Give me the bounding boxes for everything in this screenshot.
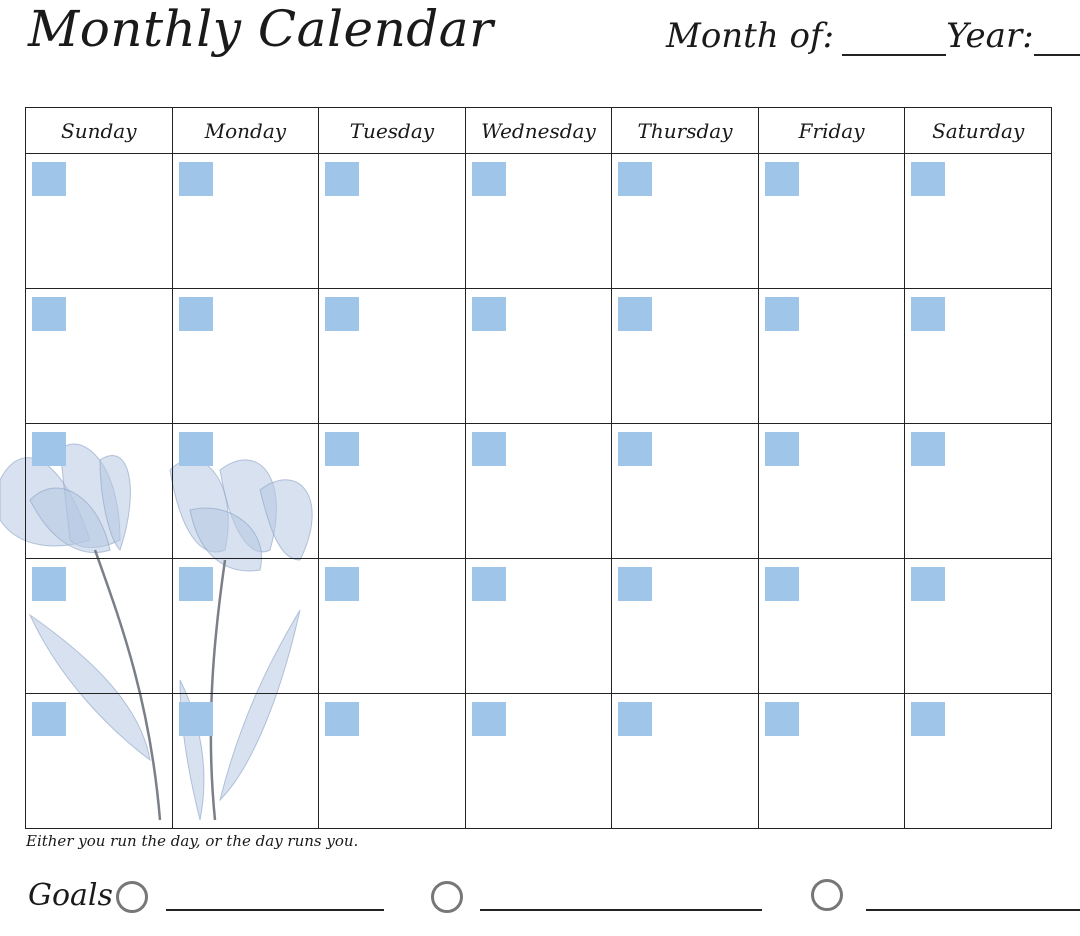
date-number-box[interactable] — [325, 567, 359, 601]
day-cell[interactable] — [26, 559, 173, 694]
week-row — [26, 424, 1052, 559]
day-cell[interactable] — [612, 289, 759, 424]
date-number-box[interactable] — [765, 702, 799, 736]
month-year-fields — [666, 16, 1080, 56]
date-number-box[interactable] — [911, 162, 945, 196]
day-cell[interactable] — [758, 154, 905, 289]
goal-3-line[interactable] — [866, 909, 1080, 911]
date-number-box[interactable] — [618, 162, 652, 196]
day-cell[interactable] — [465, 289, 612, 424]
day-cell[interactable] — [26, 694, 173, 829]
day-cell[interactable] — [26, 424, 173, 559]
day-cell[interactable] — [26, 289, 173, 424]
page-title: Monthly Calendar — [28, 0, 494, 58]
weekday-header-saturday: Saturday — [905, 108, 1052, 154]
goal-1-line[interactable] — [166, 909, 384, 911]
date-number-box[interactable] — [472, 162, 506, 196]
day-cell[interactable] — [612, 424, 759, 559]
day-cell[interactable] — [905, 154, 1052, 289]
day-cell[interactable] — [26, 154, 173, 289]
date-number-box[interactable] — [765, 432, 799, 466]
weekday-header-monday: Monday — [172, 108, 319, 154]
date-number-box[interactable] — [472, 432, 506, 466]
date-number-box[interactable] — [32, 297, 66, 331]
date-number-box[interactable] — [179, 162, 213, 196]
date-number-box[interactable] — [325, 297, 359, 331]
day-cell[interactable] — [319, 289, 466, 424]
weekday-header-wednesday: Wednesday — [465, 108, 612, 154]
day-cell[interactable] — [905, 694, 1052, 829]
date-number-box[interactable] — [765, 297, 799, 331]
day-cell[interactable] — [612, 694, 759, 829]
date-number-box[interactable] — [911, 297, 945, 331]
day-cell[interactable] — [758, 424, 905, 559]
date-number-box[interactable] — [618, 297, 652, 331]
day-cell[interactable] — [758, 289, 905, 424]
weekday-header-tuesday: Tuesday — [319, 108, 466, 154]
week-row — [26, 559, 1052, 694]
date-number-box[interactable] — [32, 567, 66, 601]
month-input-line[interactable] — [842, 20, 946, 56]
weekday-header-row — [26, 108, 1052, 154]
date-number-box[interactable] — [618, 567, 652, 601]
month-label: Month of: — [666, 16, 835, 56]
day-cell[interactable] — [905, 289, 1052, 424]
weekday-header-sunday: Sunday — [26, 108, 173, 154]
date-number-box[interactable] — [911, 567, 945, 601]
date-number-box[interactable] — [32, 162, 66, 196]
date-number-box[interactable] — [472, 702, 506, 736]
day-cell[interactable] — [172, 694, 319, 829]
motivational-quote: Either you run the day, or the day runs you. — [26, 832, 359, 850]
date-number-box[interactable] — [618, 702, 652, 736]
date-number-box[interactable] — [911, 702, 945, 736]
calendar-grid — [25, 107, 1052, 829]
day-cell[interactable] — [905, 424, 1052, 559]
day-cell[interactable] — [172, 424, 319, 559]
date-number-box[interactable] — [325, 432, 359, 466]
week-row — [26, 154, 1052, 289]
week-row — [26, 694, 1052, 829]
date-number-box[interactable] — [179, 432, 213, 466]
day-cell[interactable] — [465, 424, 612, 559]
date-number-box[interactable] — [179, 297, 213, 331]
goals-label: Goals — [28, 878, 113, 913]
day-cell[interactable] — [319, 694, 466, 829]
goal-3-checkbox[interactable] — [811, 879, 843, 911]
date-number-box[interactable] — [32, 432, 66, 466]
day-cell[interactable] — [758, 559, 905, 694]
day-cell[interactable] — [465, 694, 612, 829]
goal-2-checkbox[interactable] — [431, 881, 463, 913]
week-row — [26, 289, 1052, 424]
goal-2-line[interactable] — [480, 909, 762, 911]
day-cell[interactable] — [172, 154, 319, 289]
date-number-box[interactable] — [179, 567, 213, 601]
day-cell[interactable] — [612, 559, 759, 694]
date-number-box[interactable] — [472, 297, 506, 331]
date-number-box[interactable] — [325, 162, 359, 196]
date-number-box[interactable] — [911, 432, 945, 466]
date-number-box[interactable] — [472, 567, 506, 601]
day-cell[interactable] — [172, 559, 319, 694]
day-cell[interactable] — [465, 559, 612, 694]
weekday-header-thursday: Thursday — [612, 108, 759, 154]
date-number-box[interactable] — [765, 567, 799, 601]
day-cell[interactable] — [319, 424, 466, 559]
year-input-line[interactable] — [1034, 20, 1080, 56]
day-cell[interactable] — [172, 289, 319, 424]
goal-1-checkbox[interactable] — [116, 881, 148, 913]
date-number-box[interactable] — [325, 702, 359, 736]
weekday-header-friday: Friday — [758, 108, 905, 154]
date-number-box[interactable] — [179, 702, 213, 736]
date-number-box[interactable] — [765, 162, 799, 196]
year-label: Year: — [946, 16, 1034, 56]
day-cell[interactable] — [612, 154, 759, 289]
day-cell[interactable] — [319, 559, 466, 694]
day-cell[interactable] — [465, 154, 612, 289]
day-cell[interactable] — [758, 694, 905, 829]
date-number-box[interactable] — [32, 702, 66, 736]
date-number-box[interactable] — [618, 432, 652, 466]
day-cell[interactable] — [905, 559, 1052, 694]
day-cell[interactable] — [319, 154, 466, 289]
